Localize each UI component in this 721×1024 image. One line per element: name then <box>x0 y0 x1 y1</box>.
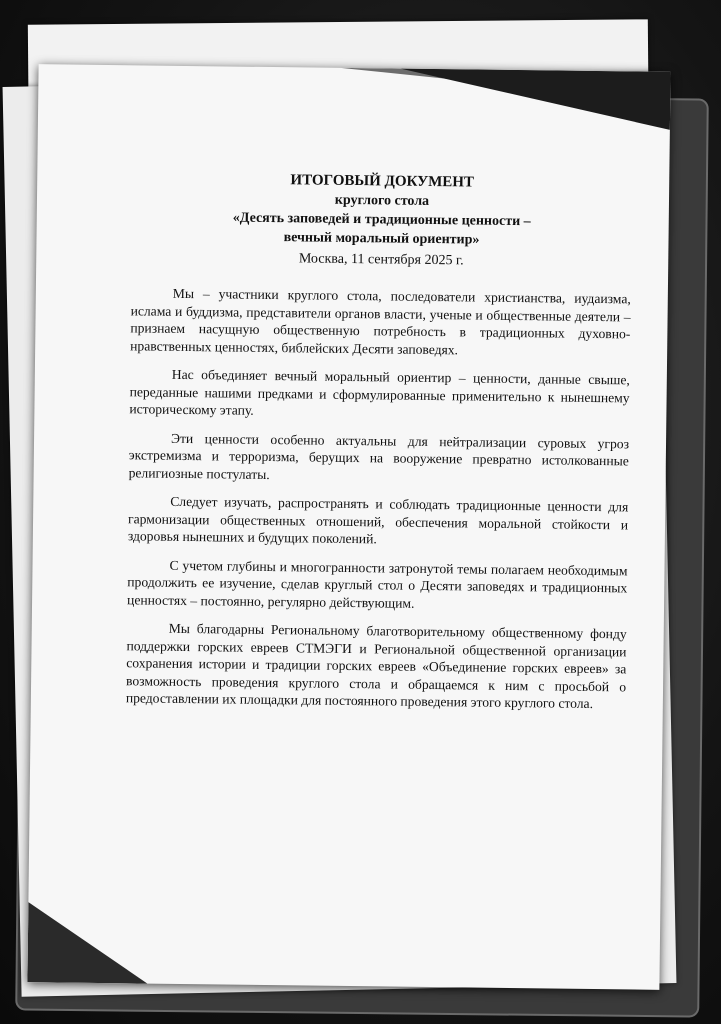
place-date: Москва, 11 сентября 2025 г. <box>298 251 464 269</box>
document-content <box>126 169 633 724</box>
theme-line-1: «Десять заповедей и традиционные ценности – <box>232 210 531 230</box>
paragraph-1: Мы – участники круглого стола, последователи христианства, иудаизма, ислама и буддизма, представители органов власти, ученые и общественные деятели – признаем насущную общественную потребность в традиционных духовно-нравственных ценностях, библейских Десяти заповедях. <box>130 285 631 357</box>
paragraph-5: С учетом глубины и многогранности затронутой темы полагаем необходимым продолжить ее изучение, сделав круглый стол о Десяти заповедях и традиционных ценностях – постоянно, регулярно действующим. <box>127 557 628 611</box>
document-page <box>27 64 670 990</box>
document-title: ИТОГОВЫЙ ДОКУМЕНТ <box>290 172 475 191</box>
document-subtitle: круглого стола <box>334 192 430 209</box>
corner-decoration-bottom-left <box>27 902 148 983</box>
paragraph-2: Нас объединяет вечный моральный ориентир – ценности, данные свыше, переданные нашими предками и сформулированные применительно к нынешнему историческому этапу. <box>129 366 630 418</box>
paragraph-3: Эти ценности особенно актуальны для нейтрализации суровых угроз экстремизма и терроризма, берущих на вооружение превратно истолкованные религиозные постулаты. <box>128 430 630 482</box>
theme-line-2: вечный моральный ориентир» <box>283 230 480 248</box>
paragraph-4: Следует изучать, распространять и соблюдать традиционные ценности для гармонизации общественных отношений, обеспечения моральной стойкости и здоровья нынешних и будущих поколений. <box>127 493 629 547</box>
paragraph-6: Мы благодарны Региональному благотворительному общественному фонду поддержки горских евреев СТМЭГИ и Региональной общественной организации сохранения истории и традиции горских евреев «Объединение горских евреев» за возможность проведения круглого стола и обращаемся к ним с просьбой о предоставлении их площадки для постоянного проведения этого круглого стола. <box>125 620 627 711</box>
corner-decoration-top-right <box>400 69 671 130</box>
